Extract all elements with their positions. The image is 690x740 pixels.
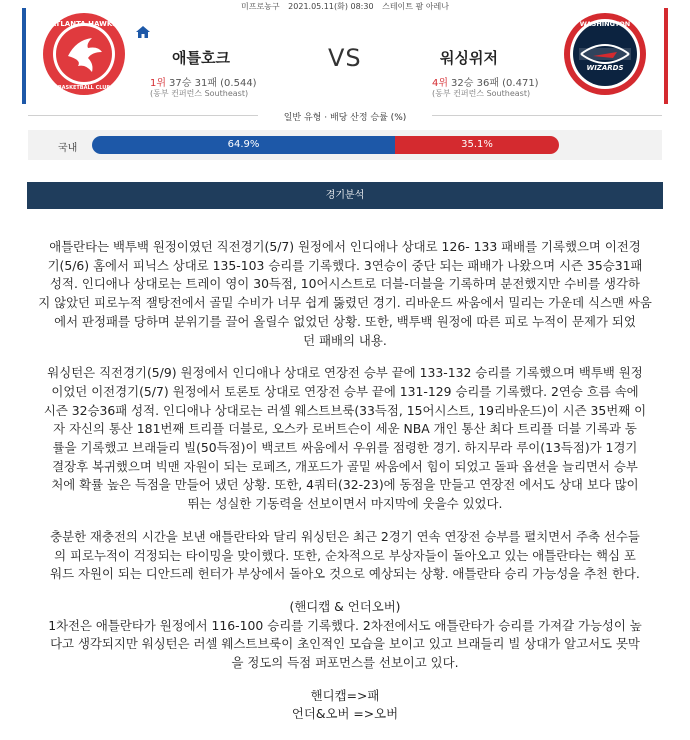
analysis-line: 애틀란타는 백투백 원정이였던 직전경기(5/7) 원정에서 인디애나 상대로 126- 133 패배를 기록했으며 이전경	[49, 239, 641, 254]
league-label: 미프로농구	[240, 2, 280, 11]
paragraph-gap	[14, 673, 676, 687]
match-datetime: 2021.05.11(화) 08:30	[288, 2, 374, 11]
wizards-logo-subtext: WIZARDS	[586, 64, 624, 72]
hawks-logo-text: ATLANTA HAWKS	[50, 20, 118, 28]
analysis-line: 이었던 이전경기(5/7) 원정에서 토론토 상대로 연장전 승부 끝에 131-129 승리를 기록했다. 2연승 흐름 속에	[51, 383, 639, 399]
wizards-logo	[563, 12, 647, 96]
analysis-line: 성적. 인디애나 상대로는 트레이 영이 30득점, 10어시스트로 더블-더블을 기록하며 분전했지만 수비를 생각하	[50, 276, 640, 292]
analysis-title: 경기분석	[325, 190, 365, 201]
odds-section-title: 일반 유형 · 배당 산정 승률 (%)	[283, 113, 407, 123]
divider-right	[432, 115, 662, 116]
paragraph-gap	[14, 584, 676, 598]
analysis-line: (핸디캡 & 언더오버)	[289, 598, 401, 614]
home-conference: (동부 컨퍼런스 Southeast)	[150, 89, 249, 98]
analysis-line: 뛰는 성실한 기동력을 선보이면서 마지막에 웃을수 있었다.	[187, 496, 503, 512]
away-win-pct: 35.1%	[461, 139, 493, 150]
analysis-line: 시즌 32승36패 성적. 인디애나 상대로는 러셀 웨스트브룩(33득점, 15어시스트, 19리바운드)이 시즌 35번째 이	[43, 402, 647, 418]
away-win-bar	[395, 136, 559, 154]
hawks-logo	[42, 12, 126, 96]
analysis-line: 결장후 복귀했으며 빅맨 자원이 되는 로페즈, 개포드가 골밑 싸움에서 힘이 되었고 돌파 옵션을 늘리면서 승부	[52, 458, 638, 474]
home-rank: 1위	[150, 78, 167, 89]
away-edge-accent	[664, 8, 668, 104]
analysis-line: 지 않았던 피로누적 잴탕전에서 골밑 수비가 너무 쉽게 뚫렸던 경기. 리바운드 싸움에서 밀리는 가운데 식스맨 싸움	[38, 295, 652, 311]
home-edge-accent	[22, 8, 26, 104]
analysis-line: 처에 확률 높은 득점을 만들어 냈던 상황. 또한, 4쿼터(32-23)에 동점을 만들고 연장전 에서도 상대 보다 많이	[51, 477, 639, 493]
analysis-line: 자 자신의 통산 181번째 트리플 더블로, 오스카 로버트슨이 세운 NBA 개인 통산 최다 트리플 더블 기록과 동	[53, 421, 637, 437]
away-conference: (동부 컨퍼런스 Southeast)	[432, 89, 531, 98]
analysis-line: 기(5/6) 홈에서 피닉스 상대로 135-103 승리를 기록했다. 3연승이 중단 되는 패배가 나왔으며 시즌 35승31패	[47, 257, 643, 273]
analysis-content	[14, 238, 676, 724]
analysis-line: 언더&오버 =>오버	[291, 706, 399, 722]
analysis-line: 1차전은 애틀란타가 원정에서 116-100 승리를 기록했다. 2차전에서도 애틀란타가 승리를 가져갈 가능성이 높	[48, 617, 642, 633]
venue-label: 스테이트 팜 아레나	[382, 2, 450, 11]
odds-row-label: 국내	[58, 143, 78, 154]
away-team-name: 워싱위저	[440, 49, 498, 67]
analysis-line: 워드 자원이 되는 디안드레 헌터가 부상에서 돌아오 것으로 예상되는 상황. 애틀란타 승리 가능성을 추천 한다.	[50, 566, 640, 582]
analysis-line: 핸디캡=>패	[310, 687, 380, 703]
analysis-header	[27, 182, 663, 209]
analysis-line: 충분한 재충전의 시간을 보낸 애틀란타와 달리 워싱턴은 최근 2경기 연속 연장전 승부를 펼치면서 주축 선수들	[50, 528, 640, 544]
analysis-line: 의 피로누적이 걱정되는 타이밍을 맞이했다. 또한, 순차적으로 부상자들이 돌아오고 있는 애틀란타는 핵심 포	[54, 547, 636, 563]
analysis-line: 던 패배의 내용.	[303, 332, 387, 348]
analysis-line: 다고 생각되지만 워싱턴은 러셀 웨스트브룩이 초인적인 모습을 보이고 있고 브래들리 빌 상대가 알고서도 못막	[50, 636, 640, 652]
analysis-line: 을 정도의 득점 퍼포먼스를 선보이고 있다.	[231, 655, 459, 671]
home-record	[150, 74, 257, 89]
wizards-logo-text: WASHINGTON	[579, 20, 631, 28]
analysis-line: 에서 판정패를 당하며 분위기를 끌어 올릴수 없었던 상황. 또한, 백투백 원정에 따른 피로 누적이 문제가 되었	[54, 313, 636, 329]
away-rank: 4위	[432, 78, 449, 89]
paragraph-gap	[14, 514, 676, 528]
analysis-line: 워싱턴은 직전경기(5/9) 원정에서 인디애나 상대로 연장전 승부 끝에 133-132 승리를 기록했으며 백투백 원정	[47, 365, 643, 381]
home-win-bar	[92, 136, 395, 154]
away-record-text: 32승 36패 (0.471)	[451, 78, 539, 89]
vs-label: VS	[328, 44, 362, 72]
home-team-name: 애틀호크	[172, 49, 230, 67]
away-record	[432, 74, 539, 89]
hawks-logo-subtext: BASKETBALL CLUB	[57, 85, 111, 91]
home-record-text: 37승 31패 (0.544)	[169, 78, 257, 89]
paragraph-gap	[14, 350, 676, 364]
home-win-pct: 64.9%	[227, 139, 260, 150]
home-icon	[136, 26, 150, 38]
analysis-line: 률을 기록했고 브래들리 빌(50득점)이 백코트 싸움에서 우위를 점령한 경기. 하지무라 루이(13득점)가 1경기	[52, 440, 638, 456]
